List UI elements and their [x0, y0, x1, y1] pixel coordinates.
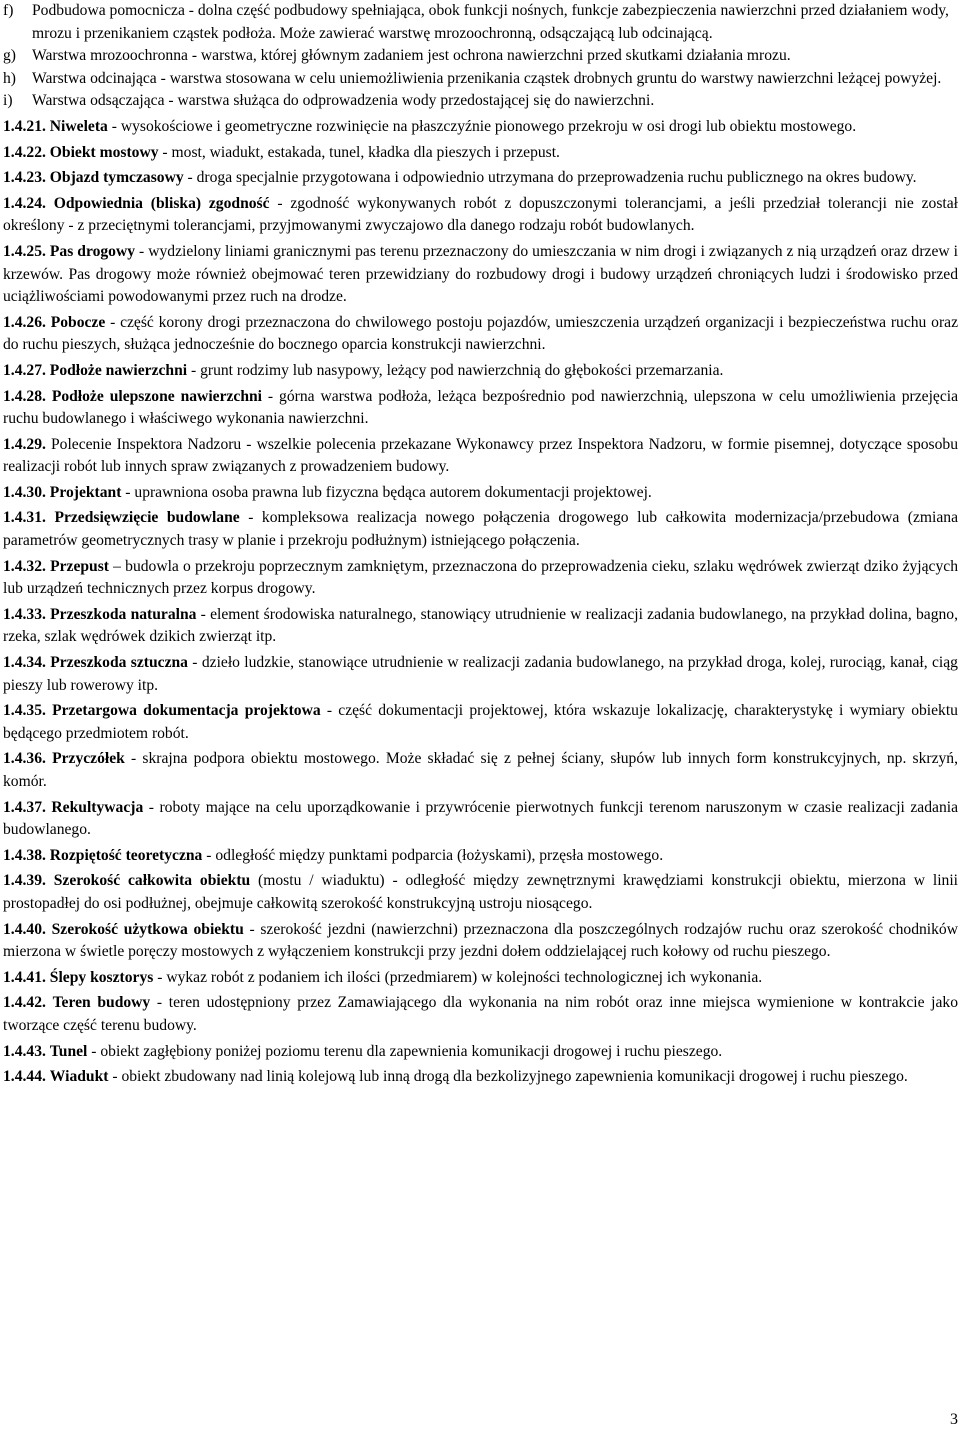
definition-paragraph [3, 992, 958, 1037]
page-number: 3 [950, 1411, 958, 1428]
definition-text: - górna warstwa podłoża, leżąca bezpośrednio pod nawierzchnią, ulepszona w celu umożliwienia przejęcia ruchu budowlanego i właściwego wykonania nawierzchni. [3, 387, 958, 428]
definition-number: 1.4.26. [3, 313, 46, 331]
definition-paragraph [3, 797, 958, 842]
definition-number: 1.4.32. [3, 557, 46, 575]
definition-paragraph [3, 193, 958, 238]
definition-text: - dzieło ludzkie, stanowiące utrudnienie w realizacji zadania budowlanego, na przykład droga, kolej, rurociąg, kanał, ciąg pieszy lub rowerowy itp. [3, 654, 958, 694]
list-item-text: Warstwa mrozoochronna - warstwa, której głównym zadaniem jest ochrona nawierzchni przed skutkami działania mrozu. [32, 47, 791, 65]
definition-text: - wykaz robót z podaniem ich ilości (przedmiarem) w kolejności technologicznej ich wykonania. [153, 968, 763, 986]
definition-term: Pas drogowy [49, 242, 136, 260]
document-body [3, 0, 958, 1089]
layer-list [3, 0, 958, 113]
definition-term: Przepust [50, 557, 109, 575]
definition-number: 1.4.31. [3, 509, 46, 527]
list-item-text: Warstwa odcinająca - warstwa stosowana w celu uniemożliwienia przenikania cząstek drobnych gruntu do warstwy nawierzchni leżącej powyżej. [32, 69, 942, 87]
definition-number: 1.4.34. [3, 654, 46, 672]
definition-term: Odpowiednia (bliska) zgodność [53, 194, 270, 212]
definition-term: Przetargowa dokumentacja projektowa [52, 702, 321, 720]
definition-text: - zgodność wykonywanych robót z dopuszczonymi tolerancjami, a jeśli przedział tolerancji nie został określony - z przeciętnymi tolerancjami, przyjmowanymi zwyczajowo dla danego rodzaju robót budowlanych. [3, 194, 958, 235]
definition-term: Szerokość całkowita obiektu [53, 872, 251, 890]
definition-term: Przeszkoda sztuczna [50, 654, 188, 672]
definition-text: - wydzielony liniami granicznymi pas terenu przeznaczony do umieszczania w nim drogi i związanych z nią urządzeń oraz drzew i krzewów. Pas drogowy może również obejmować teren przewidziany do rozbudowy drogi i budowy urządzeń chroniących ludzi i środowisko przed uciążliwościami powodowanymi przez ruch na drodze. [3, 242, 958, 306]
definition-term: Pobocze [50, 313, 106, 331]
definition-paragraph [3, 1041, 958, 1064]
definition-text: - odległość między punktami podparcia (łożyskami), przęsła mostowego. [202, 846, 664, 864]
definition-paragraph [3, 556, 958, 601]
list-item [3, 45, 958, 68]
definition-text: - wysokościowe i geometryczne rozwinięcie na płaszczyźnie pionowego przekroju w osi drogi lub obiektu mostowego. [107, 117, 857, 135]
definition-term: Teren budowy [52, 994, 151, 1012]
definition-number: 1.4.35. [3, 702, 46, 720]
definition-paragraph [3, 116, 958, 139]
definition-paragraph [3, 241, 958, 309]
definition-paragraph [3, 700, 958, 745]
definition-number: 1.4.30. [3, 483, 46, 501]
definition-term: Podłoże ulepszone nawierzchni [51, 387, 263, 405]
definition-paragraph [3, 360, 958, 383]
definition-number: 1.4.33. [3, 605, 46, 623]
definition-number: 1.4.29. [3, 435, 46, 453]
list-item [3, 90, 958, 113]
definition-paragraph [3, 312, 958, 357]
definition-number: 1.4.24. [3, 194, 46, 212]
definition-text: - kompleksowa realizacja nowego połączenia drogowego lub całkowita modernizacja/przebudowa (zmiana parametrów geometrycznych trasy w planie i przekroju podłużnym) istniejącego połączenia. [3, 509, 959, 550]
definition-paragraph [3, 167, 958, 190]
list-item-marker: i) [3, 92, 13, 110]
definition-paragraph [3, 845, 958, 868]
definition-text: - droga specjalnie przygotowana i odpowiednio utrzymana do przeprowadzenia ruchu publicznego na okres budowy. [183, 169, 917, 187]
definition-term: Podłoże nawierzchni [49, 361, 188, 379]
definition-paragraph [3, 507, 958, 552]
definition-text: - skrajna podpora obiektu mostowego. Może składać się z pełnej ściany, słupów lub innych form konstrukcyjnych, np. skrzyń, komór. [3, 750, 958, 790]
definition-number: 1.4.36. [3, 750, 46, 768]
definition-number: 1.4.44. [3, 1068, 46, 1086]
definition-text: (mostu / wiaduktu) - odległość między zewnętrznymi krawędziami konstrukcji obiektu, mierzona w linii prostopadłej do osi podłużnej, obejmuje całkowitą szerokość konstrukcyjną ustroju niosącego. [3, 872, 958, 912]
definition-term: Przyczółek [52, 750, 125, 768]
definition-number: 1.4.21. [3, 117, 46, 135]
definition-text: - obiekt zagłębiony poniżej poziomu terenu dla zapewnienia komunikacji drogowej i ruchu pieszego. [87, 1042, 723, 1060]
definition-term: Przedsięwzięcie budowlane [54, 509, 240, 527]
list-item-marker: f) [3, 2, 14, 19]
definition-text: – budowla o przekroju poprzecznym zamkniętym, przeznaczona do przeprowadzenia cieku, szlaku wędrówek zwierząt dziko żyjących lub urządzeń technicznych przez korpus drogowy. [3, 557, 958, 598]
definition-paragraph [3, 870, 958, 915]
list-item-marker: h) [3, 69, 16, 87]
definition-paragraph [3, 604, 958, 649]
definition-paragraph [3, 1066, 958, 1089]
definition-paragraph [3, 434, 958, 479]
list-item-marker: g) [3, 47, 16, 65]
list-item [3, 0, 958, 45]
definition-text: - element środowiska naturalnego, stanowiący utrudnienie w realizacji zadania budowlanego, na przykład dolina, bagno, rzeka, szlak wędrówek dzikich zwierząt itp. [3, 605, 958, 646]
definition-paragraph [3, 748, 958, 793]
definition-number: 1.4.43. [3, 1042, 46, 1060]
definition-term: Przeszkoda naturalna [50, 605, 197, 623]
definition-paragraph [3, 919, 958, 964]
definition-number: 1.4.27. [3, 361, 46, 379]
definition-term: Ślepy kosztorys [49, 968, 154, 986]
definition-term: Szerokość użytkowa obiektu [51, 920, 244, 938]
definition-text: - część dokumentacji projektowej, która wskazuje lokalizację, charakterystykę i wymiary obiektu będącego przedmiotem robót. [3, 702, 958, 742]
definition-text: - część korony drogi przeznaczona do chwilowego postoju pojazdów, umieszczenia urządzeń organizacji i bezpieczeństwa ruchu oraz do ruchu pieszych, służąca jednocześnie do bocznego oparcia konstrukcji nawierzchni. [3, 313, 958, 354]
definition-term: Niweleta [49, 117, 108, 135]
definition-text: - szerokość jezdni (nawierzchni) przeznaczona dla poszczególnych rodzajów ruchu oraz szerokość chodników mierzona w świetle poręczy mostowych z wyłączeniem konstrukcji przy jezdni dołem oddzielającej ruch kołowy od ruchu pieszego. [3, 920, 958, 961]
definition-number: 1.4.28. [3, 387, 46, 405]
definition-term: Wiadukt [49, 1068, 109, 1086]
definition-number: 1.4.25. [3, 242, 46, 260]
definition-text: - most, wiadukt, estakada, tunel, kładka dla pieszych i przepust. [158, 143, 560, 161]
definitions-list [3, 116, 958, 1089]
list-item-text: Podbudowa pomocnicza - dolna część podbudowy spełniająca, obok funkcji nośnych, funkcje zabezpieczenia nawierzchni przed działaniem wody, mrozu i przenikaniem cząstek podłoża. Może zawierać warstwę mrozoochronną, odsączającą lub odcinającą. [32, 2, 949, 42]
definition-paragraph [3, 482, 958, 505]
definition-number: 1.4.40. [3, 920, 46, 938]
definition-number: 1.4.38. [3, 846, 46, 864]
definition-text: - obiekt zbudowany nad linią kolejową lub inną drogą dla bezkolizyjnego zapewnienia komunikacji drogowej i ruchu pieszego. [108, 1068, 908, 1086]
definition-term: Obiekt mostowy [49, 143, 159, 161]
list-item [3, 68, 958, 91]
definition-term: Rozpiętość teoretyczna [49, 846, 203, 864]
definition-paragraph [3, 967, 958, 990]
definition-text: - uprawniona osoba prawna lub fizyczna będąca autorem dokumentacji projektowej. [121, 483, 652, 501]
definition-number: 1.4.22. [3, 143, 46, 161]
definition-number: 1.4.37. [3, 798, 46, 816]
list-item-text: Warstwa odsączająca - warstwa służąca do odprowadzenia wody przedostającej się do nawierzchni. [32, 92, 655, 110]
definition-paragraph [3, 386, 958, 431]
definition-paragraph [3, 142, 958, 165]
definition-number: 1.4.41. [3, 968, 46, 986]
definition-term: Objazd tymczasowy [49, 169, 184, 187]
definition-text: - roboty mające na celu uporządkowanie i przywrócenie pierwotnych funkcji terenom naruszonym w czasie realizacji zadania budowlanego. [3, 798, 958, 839]
definition-text: - teren udostępniony przez Zamawiającego dla wykonania na nim robót oraz inne miejsca wymienione w kontrakcie jako tworzące część terenu budowy. [3, 994, 958, 1034]
definition-text: - grunt rodzimy lub nasypowy, leżący pod nawierzchnią do głębokości przemarzania. [187, 361, 724, 379]
definition-number: 1.4.39. [3, 872, 46, 890]
definition-number: 1.4.42. [3, 994, 46, 1012]
definition-term: Tunel [49, 1042, 88, 1060]
definition-number: 1.4.23. [3, 169, 46, 187]
definition-paragraph [3, 652, 958, 697]
definition-term: Rekultywacja [51, 798, 144, 816]
definition-text: Polecenie Inspektora Nadzoru - wszelkie polecenia przekazane Wykonawcy przez Inspektora Nadzoru, w formie pisemnej, dotyczące sposobu realizacji robót lub innych spraw związanych z prowadzeniem budowy. [3, 435, 958, 476]
definition-term: Projektant [49, 483, 122, 501]
